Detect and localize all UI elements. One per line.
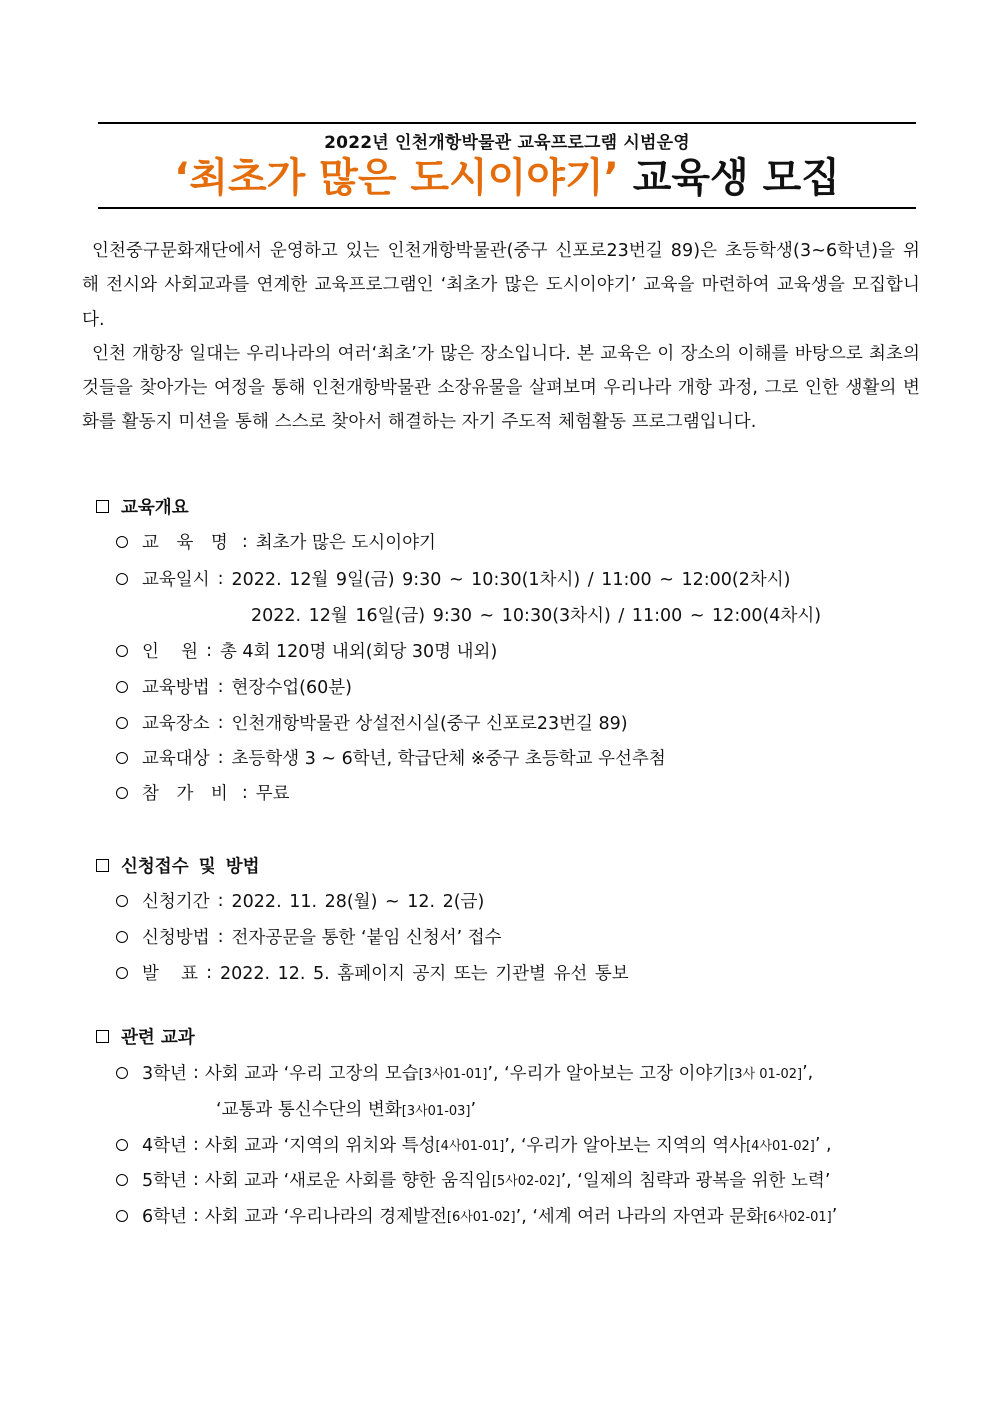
subjects-heading-label: 관련 교과	[121, 1028, 195, 1048]
grade-label: 5학년	[142, 1171, 187, 1191]
item-label: 참 가 비	[142, 784, 234, 804]
title-rest: 교육생 모집	[618, 155, 840, 201]
intro-text	[82, 234, 920, 440]
circle-bullet-icon	[116, 967, 128, 979]
curriculum-code: [3사 01-02]	[729, 1067, 803, 1082]
grade-label: 3학년	[142, 1064, 187, 1084]
overview-item-name: 교 육 명 : 최초가 많은 도시이야기	[116, 529, 436, 554]
subject-text: ’	[831, 1205, 838, 1226]
curriculum-code: [3사01-01]	[418, 1067, 488, 1082]
apply-heading-label: 신청접수 및 방법	[121, 857, 260, 877]
subject-grade-6: 6학년 : 사회 교과 ‘우리나라의 경제발전 [6사01-02] ’, ‘세계 여러 나라의 자연과 문화 [6사02-01] ’	[116, 1203, 837, 1228]
item-label: 신청기간	[142, 892, 210, 912]
item-value: 무료	[255, 784, 290, 804]
subject-grade-4: 4학년 : 사회 교과 ‘지역의 위치와 특성 [4사01-01] ’, ‘우리가 알아보는 지역의 역사 [4사01-02] ’ ,	[116, 1132, 832, 1157]
item-label: 교육일시	[142, 570, 210, 590]
subject-text: ’, ‘세계 여러 나라의 자연과 문화	[515, 1207, 763, 1227]
item-value: 전자공문을 통한 ‘붙임 신청서’ 접수	[231, 928, 502, 948]
circle-bullet-icon	[116, 681, 128, 693]
circle-bullet-icon	[116, 645, 128, 657]
overview-item-place: 교육장소 : 인천개항박물관 상설전시실(중구 신포로23번길 89)	[116, 710, 628, 735]
item-label: 교육대상	[142, 749, 210, 769]
circle-bullet-icon	[116, 895, 128, 907]
item-value: 최초가 많은 도시이야기	[255, 533, 436, 553]
bottom-rule	[98, 207, 916, 209]
subject-text: ’	[470, 1100, 477, 1120]
subject-text: 사회 교과 ‘새로운 사회를 향한 움직임	[204, 1171, 492, 1191]
overview-item-date: 교육일시 : 2022. 12월 9일(금) 9:30 ~ 10:30(1차시) / 11:00 ~ 12:00(2차시)	[116, 566, 790, 591]
apply-item-method: 신청방법 : 전자공문을 통한 ‘붙임 신청서’ 접수	[116, 924, 502, 949]
circle-bullet-icon	[116, 752, 128, 764]
subject-grade-5: 5학년 : 사회 교과 ‘새로운 사회를 향한 움직임 [5사02-02] ’, ‘일제의 침략과 광복을 위한 노력’	[116, 1167, 830, 1192]
overview-heading-label: 교육개요	[121, 498, 189, 518]
subject-grade-3-cont	[216, 1096, 476, 1121]
circle-bullet-icon	[116, 1067, 128, 1079]
item-value: 2022. 11. 28(월) ~ 12. 2(금)	[231, 892, 485, 912]
curriculum-code: [3사01-03]	[401, 1104, 471, 1119]
item-value: 인천개항박물관 상설전시실(중구 신포로23번길 89)	[231, 714, 628, 734]
curriculum-code: [6사01-02]	[446, 1210, 516, 1225]
subject-grade-3: 3학년 : 사회 교과 ‘우리 고장의 모습 [3사01-01] ’, ‘우리가 알아보는 고장 이야기 [3사 01-02] ’,	[116, 1060, 813, 1085]
subject-text: 사회 교과 ‘우리나라의 경제발전	[204, 1207, 447, 1227]
curriculum-code: [6사02-01]	[763, 1210, 832, 1225]
subjects-heading	[96, 1024, 195, 1049]
overview-item-fee: 참 가 비 : 무료	[116, 780, 290, 805]
circle-bullet-icon	[116, 1174, 128, 1186]
circle-bullet-icon	[116, 717, 128, 729]
top-rule	[98, 122, 916, 124]
item-value: 2022. 12. 5. 홈페이지 공지 또는 기관별 유선 통보	[219, 964, 629, 984]
apply-heading	[96, 853, 260, 878]
circle-bullet-icon	[116, 536, 128, 548]
subject-text: ’, ‘우리가 알아보는 고장 이야기	[487, 1064, 730, 1084]
grade-label: 4학년	[142, 1136, 187, 1156]
overview-date-line2: 2022. 12월 16일(금) 9:30 ~ 10:30(3차시) / 11:00 ~ 12:00(4차시)	[251, 606, 822, 626]
item-label: 신청방법	[142, 928, 210, 948]
title-highlight: ‘최초가 많은 도시이야기’	[174, 155, 619, 201]
overview-item-people: 인 원 : 총 4회 120명 내외(회당 30명 내외)	[116, 638, 497, 663]
overview-item-target: 교육대상 : 초등학생 3 ~ 6학년, 학급단체 ※중구 초등학교 우선추첨	[116, 745, 666, 770]
curriculum-code: [5사02-02]	[491, 1174, 561, 1189]
item-label: 교육장소	[142, 714, 210, 734]
circle-bullet-icon	[116, 787, 128, 799]
curriculum-code: [4사01-01]	[435, 1139, 505, 1154]
intro-paragraph-1: 인천중구문화재단에서 운영하고 있는 인천개항박물관(중구 신포로23번길 89)은 초등학생(3~6학년)을 위해 전시와 사회교과를 연계한 교육프로그램인 ‘최초가 많은 도시이야기’ 교육을 마련하여 교육생을 모집합니다.	[82, 241, 920, 330]
subject-text: ’ ,	[814, 1134, 832, 1155]
item-label: 인 원	[142, 642, 199, 662]
subject-text: 사회 교과 ‘지역의 위치와 특성	[204, 1136, 436, 1156]
circle-bullet-icon	[116, 1210, 128, 1222]
apply-item-announce: 발 표 : 2022. 12. 5. 홈페이지 공지 또는 기관별 유선 통보	[116, 960, 629, 985]
item-value: 초등학생 3 ~ 6학년, 학급단체 ※중구 초등학교 우선추첨	[231, 749, 666, 769]
circle-bullet-icon	[116, 573, 128, 585]
overview-heading	[96, 494, 189, 519]
intro-paragraph-2: 인천 개항장 일대는 우리나라의 여러‘최초’가 많은 장소입니다. 본 교육은 이 장소의 이해를 바탕으로 최초의 것들을 찾아가는 여정을 통해 인천개항박물관 소장유물을 살펴보며 우리나라 개항 과정, 그로 인한 생활의 변화를 활동지 미션을 통해 스스로 찾아서 해결하는 자기 주도적 체험활동 프로그램입니다.	[82, 343, 920, 433]
item-label: 발 표	[142, 964, 199, 984]
item-value: 2022. 12월 9일(금) 9:30 ~ 10:30(1차시) / 11:00 ~ 12:00(2차시)	[231, 570, 791, 590]
subject-text: ’,	[802, 1062, 814, 1083]
subtitle: 2022년 인천개항박물관 교육프로그램 시범운영	[324, 133, 690, 153]
grade-label: 6학년	[142, 1207, 187, 1227]
subject-text: 사회 교과 ‘우리 고장의 모습	[204, 1064, 419, 1084]
subject-text: ‘교통과 통신수단의 변화	[216, 1100, 402, 1120]
item-label: 교육방법	[142, 678, 210, 698]
circle-bullet-icon	[116, 931, 128, 943]
square-bullet-icon	[96, 859, 109, 872]
square-bullet-icon	[96, 500, 109, 513]
page-title	[98, 150, 916, 206]
overview-item-method: 교육방법 : 현장수업(60분)	[116, 674, 352, 699]
item-label: 교 육 명	[142, 533, 234, 553]
square-bullet-icon	[96, 1030, 109, 1043]
curriculum-code: [4사01-02]	[746, 1139, 815, 1154]
circle-bullet-icon	[116, 1139, 128, 1151]
subject-text: ’, ‘일제의 침략과 광복을 위한 노력’	[560, 1171, 831, 1191]
apply-item-period: 신청기간 : 2022. 11. 28(월) ~ 12. 2(금)	[116, 888, 484, 913]
item-value: 총 4회 120명 내외(회당 30명 내외)	[219, 642, 498, 662]
subject-text: ’, ‘우리가 알아보는 지역의 역사	[504, 1136, 747, 1156]
item-value: 현장수업(60분)	[231, 678, 352, 698]
